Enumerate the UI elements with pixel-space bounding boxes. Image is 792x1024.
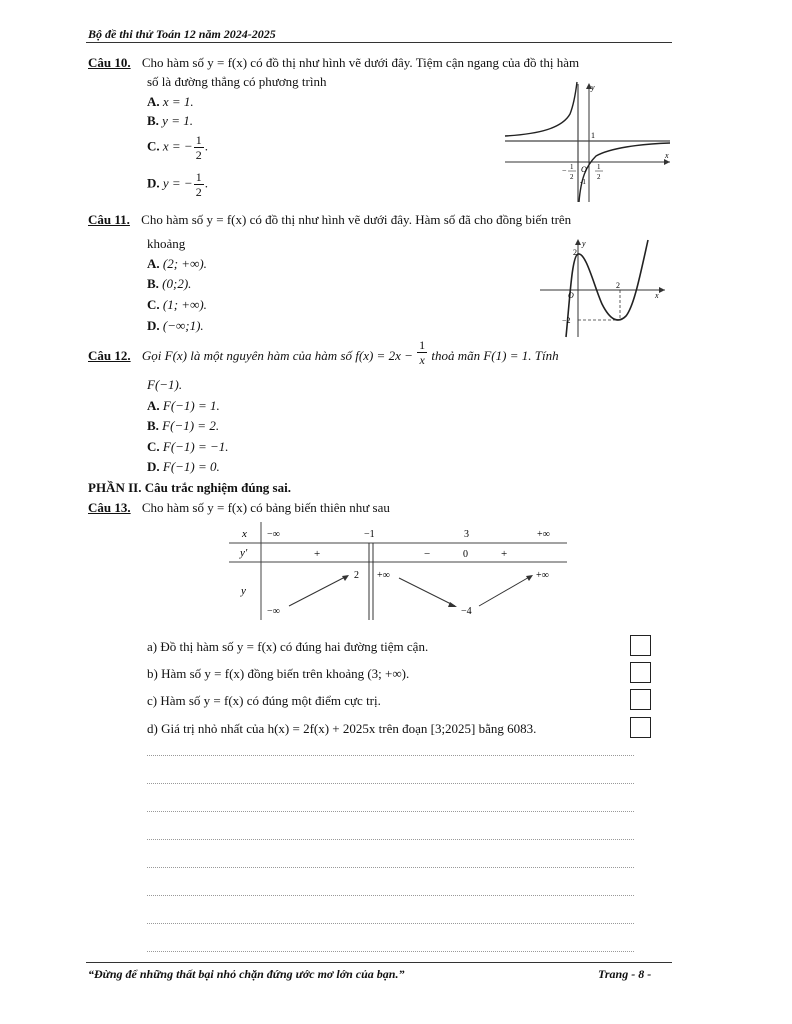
question-11-label: Câu 11. [88, 212, 130, 227]
sign-minus: − [424, 548, 431, 560]
question-12-option-d[interactable]: D. F(−1) = 0. [147, 459, 220, 474]
statement-d-checkbox[interactable] [630, 717, 651, 738]
x-row-label: x [242, 528, 247, 540]
y-val-neg-inf: −∞ [267, 606, 280, 617]
question-11-text: Cho hàm số y = f(x) có đồ thị như hình vẽ dưới đây. Hàm số đã cho đồng biến trên [141, 212, 572, 227]
minus-sign: − [562, 166, 567, 175]
question-11-option-c[interactable]: C. (1; +∞). [147, 297, 207, 312]
footer-quote: “Đừng để những thất bại nhỏ chặn đứng ước mơ lớn của bạn.” [88, 967, 405, 981]
answer-line-1[interactable] [147, 755, 634, 756]
question-10-line-2: số là đường thẳng có phương trình [147, 74, 327, 89]
arrow-up-1 [289, 576, 347, 606]
x-label: x [655, 291, 659, 300]
question-12-line-2: F(−1). [147, 377, 183, 392]
x-axis-arrow-icon [659, 287, 665, 293]
statement-c-checkbox[interactable] [630, 689, 651, 710]
statement-a-checkbox[interactable] [630, 635, 651, 656]
question-12-option-c[interactable]: C. F(−1) = −1. [147, 439, 229, 454]
question-11-option-a[interactable]: A. (2; +∞). [147, 256, 207, 271]
y-row-label: y [241, 585, 246, 597]
answer-line-3[interactable] [147, 811, 634, 812]
page-number: Trang - 8 - [598, 967, 652, 981]
statement-b: b) Hàm số y = f(x) đồng biến trên khoảng (3; +∞). [147, 666, 410, 681]
y-val-two: 2 [354, 570, 359, 581]
neg-one-label: -1 [580, 178, 586, 186]
y-val-pos-inf-left: +∞ [377, 570, 390, 581]
label-one: 1 [591, 131, 595, 140]
label-two-top: 2 [573, 248, 577, 257]
question-11-option-b[interactable]: B. (0;2). [147, 276, 192, 291]
question-12-option-b[interactable]: B. F(−1) = 2. [147, 418, 220, 433]
question-10-option-c[interactable]: C. x = − $\frac{1}{2}$ . [147, 133, 208, 162]
question-10-text: Cho hàm số y = f(x) có đồ thị như hình vẽ dưới đây. Tiệm cận ngang của đồ thị hàm [141, 55, 580, 70]
question-12-text-b: thoả mãn F(1) = 1. Tính [431, 348, 559, 363]
answer-line-2[interactable] [147, 783, 634, 784]
part-2-title: PHẦN II. Câu trắc nghiệm đúng sai. [88, 480, 291, 495]
question-12-line-1 [88, 337, 559, 367]
arrow-down [399, 578, 455, 606]
y-axis-arrow-icon [575, 239, 581, 245]
statement-d: d) Giá trị nhỏ nhất của h(x) = 2f(x) + 2025x trên đoạn [3;2025] bằng 6083. [147, 721, 537, 736]
right-branch [579, 143, 670, 202]
question-12-option-a[interactable]: A. F(−1) = 1. [147, 398, 220, 413]
question-11-line-1 [88, 212, 571, 228]
statement-b-checkbox[interactable] [630, 662, 651, 683]
statement-c: c) Hàm số y = f(x) có đúng một điểm cực trị. [147, 693, 381, 708]
sign-plus-1: + [314, 548, 321, 560]
origin-label: O [568, 291, 574, 300]
question-10-option-b[interactable]: B. y = 1. [147, 113, 193, 128]
variation-table [229, 522, 569, 620]
footer-rule [86, 962, 672, 963]
sign-plus-2: + [501, 548, 508, 560]
question-10-line-1 [88, 55, 579, 71]
y-label: y [591, 83, 595, 92]
document-header: Bộ đề thi thử Toán 12 năm 2024-2025 [88, 27, 276, 41]
header-rule [86, 42, 672, 43]
yprime-row-label: y' [240, 547, 248, 559]
sign-zero: 0 [463, 549, 468, 560]
half-den: 2 [597, 173, 601, 181]
y-val-pos-inf-right: +∞ [536, 570, 549, 581]
neg-half-num: 1 [570, 163, 574, 171]
answer-line-5[interactable] [147, 867, 634, 868]
answer-line-8[interactable] [147, 951, 634, 952]
x-label: x [665, 151, 669, 160]
origin-label: O [581, 165, 587, 174]
x-val-pos-inf: +∞ [537, 529, 550, 540]
question-11-line-2: khoảng [147, 236, 186, 251]
neg-half-den: 2 [570, 173, 574, 181]
arrow-up-2 [479, 576, 531, 606]
question-10-label: Câu 10. [88, 55, 131, 70]
question-11-graph [540, 236, 670, 338]
question-10-graph [500, 78, 675, 203]
label-two-x: 2 [616, 281, 620, 290]
question-12-fraction: $\frac{1}{x}$ [419, 337, 426, 367]
question-12-label: Câu 12. [88, 348, 131, 363]
question-12-text-a: Gọi F(x) là một nguyên hàm của hàm số f(x) = 2x − [141, 348, 413, 363]
answer-line-4[interactable] [147, 839, 634, 840]
left-branch [505, 82, 577, 136]
y-label: y [582, 239, 586, 248]
answer-line-6[interactable] [147, 895, 634, 896]
question-13-label: Câu 13. [88, 500, 131, 515]
statement-a: a) Đồ thị hàm số y = f(x) có đúng hai đường tiệm cận. [147, 639, 429, 654]
label-neg-two: −2 [562, 316, 571, 325]
question-10-option-d[interactable]: D. y = − $\frac{1}{2}$ . [147, 170, 208, 199]
question-11-option-d[interactable]: D. (−∞;1). [147, 318, 204, 333]
x-val-neg-one: −1 [364, 529, 375, 540]
question-13-line-1 [88, 500, 390, 516]
half-num: 1 [597, 163, 601, 171]
answer-line-7[interactable] [147, 923, 634, 924]
question-10-option-a[interactable]: A. x = 1. [147, 94, 194, 109]
y-val-neg-four: −4 [461, 606, 472, 617]
question-13-text: Cho hàm số y = f(x) có bảng biến thiên như sau [141, 500, 390, 515]
x-val-neg-inf: −∞ [267, 529, 280, 540]
x-val-three: 3 [464, 529, 469, 540]
